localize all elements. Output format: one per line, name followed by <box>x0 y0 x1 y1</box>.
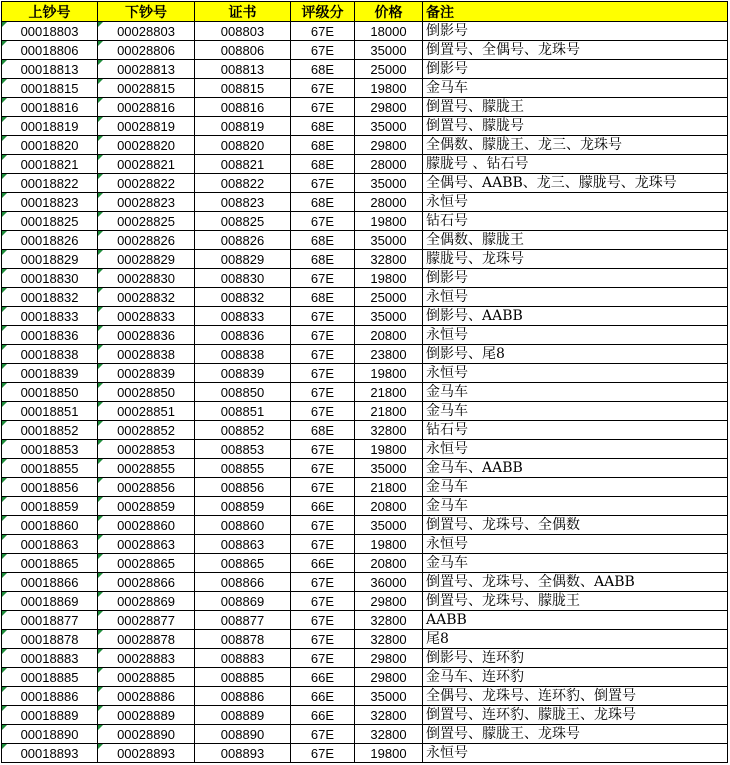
upper-serial-cell[interactable]: 00018856 <box>2 478 98 497</box>
lower-serial-cell[interactable]: 00028890 <box>98 725 195 744</box>
price-cell[interactable]: 19800 <box>355 364 423 383</box>
upper-serial-cell[interactable]: 00018816 <box>2 98 98 117</box>
grade-cell[interactable]: 66E <box>291 554 355 573</box>
certificate-cell[interactable]: 008852 <box>195 421 291 440</box>
remarks-cell[interactable]: AABB <box>423 611 728 630</box>
lower-serial-cell[interactable]: 00028850 <box>98 383 195 402</box>
price-cell[interactable]: 28000 <box>355 155 423 174</box>
price-cell[interactable]: 32800 <box>355 250 423 269</box>
remarks-cell[interactable]: 尾8 <box>423 630 728 649</box>
lower-serial-cell[interactable]: 00028893 <box>98 744 195 763</box>
price-cell[interactable]: 19800 <box>355 79 423 98</box>
lower-serial-cell[interactable]: 00028816 <box>98 98 195 117</box>
upper-serial-cell[interactable]: 00018869 <box>2 592 98 611</box>
grade-cell[interactable]: 67E <box>291 402 355 421</box>
grade-cell[interactable]: 68E <box>291 193 355 212</box>
certificate-cell[interactable]: 008878 <box>195 630 291 649</box>
grade-cell[interactable]: 67E <box>291 630 355 649</box>
grade-cell[interactable]: 66E <box>291 497 355 516</box>
price-cell[interactable]: 29800 <box>355 98 423 117</box>
price-cell[interactable]: 19800 <box>355 535 423 554</box>
remarks-cell[interactable]: 永恒号 <box>423 440 728 459</box>
grade-cell[interactable]: 67E <box>291 22 355 41</box>
price-cell[interactable]: 29800 <box>355 136 423 155</box>
upper-serial-cell[interactable]: 00018889 <box>2 706 98 725</box>
table-row <box>2 136 728 155</box>
certificate-cell[interactable]: 008890 <box>195 725 291 744</box>
table-row <box>2 649 728 668</box>
grade-cell[interactable]: 67E <box>291 611 355 630</box>
certificate-cell[interactable]: 008869 <box>195 592 291 611</box>
table-row <box>2 630 728 649</box>
header-grade-score[interactable]: 评级分 <box>291 2 355 22</box>
lower-serial-cell[interactable]: 00028869 <box>98 592 195 611</box>
lower-serial-cell[interactable]: 00028833 <box>98 307 195 326</box>
lower-serial-cell[interactable]: 00028838 <box>98 345 195 364</box>
header-price[interactable]: 价格 <box>355 2 423 22</box>
remarks-cell[interactable]: 倒影号 <box>423 269 728 288</box>
price-cell[interactable]: 35000 <box>355 117 423 136</box>
upper-serial-cell[interactable]: 00018822 <box>2 174 98 193</box>
certificate-cell[interactable]: 008829 <box>195 250 291 269</box>
lower-serial-cell[interactable]: 00028865 <box>98 554 195 573</box>
upper-serial-cell[interactable]: 00018865 <box>2 554 98 573</box>
grade-cell[interactable]: 68E <box>291 155 355 174</box>
table-row <box>2 41 728 60</box>
certificate-cell[interactable]: 008823 <box>195 193 291 212</box>
lower-serial-cell[interactable]: 00028830 <box>98 269 195 288</box>
remarks-cell[interactable]: 倒影号 <box>423 60 728 79</box>
certificate-cell[interactable]: 008816 <box>195 98 291 117</box>
certificate-cell[interactable]: 008833 <box>195 307 291 326</box>
certificate-cell[interactable]: 008803 <box>195 22 291 41</box>
price-cell[interactable]: 19800 <box>355 269 423 288</box>
lower-serial-cell[interactable]: 00028883 <box>98 649 195 668</box>
grade-cell[interactable]: 67E <box>291 212 355 231</box>
upper-serial-cell[interactable]: 00018829 <box>2 250 98 269</box>
certificate-cell[interactable]: 008839 <box>195 364 291 383</box>
grade-cell[interactable]: 67E <box>291 326 355 345</box>
certificate-cell[interactable]: 008806 <box>195 41 291 60</box>
grade-cell[interactable]: 67E <box>291 592 355 611</box>
lower-serial-cell[interactable]: 00028886 <box>98 687 195 706</box>
certificate-cell[interactable]: 008821 <box>195 155 291 174</box>
grade-cell[interactable]: 68E <box>291 136 355 155</box>
remarks-cell[interactable]: 朦胧号、龙珠号 <box>423 250 728 269</box>
grade-cell[interactable]: 67E <box>291 98 355 117</box>
upper-serial-cell[interactable]: 00018863 <box>2 535 98 554</box>
table-body <box>2 22 728 763</box>
upper-serial-cell[interactable]: 00018825 <box>2 212 98 231</box>
remarks-cell[interactable]: 金马车 <box>423 402 728 421</box>
lower-serial-cell[interactable]: 00028878 <box>98 630 195 649</box>
grade-cell[interactable]: 66E <box>291 687 355 706</box>
table-row <box>2 364 728 383</box>
grade-cell[interactable]: 67E <box>291 725 355 744</box>
certificate-cell[interactable]: 008855 <box>195 459 291 478</box>
table-row <box>2 22 728 41</box>
grade-cell[interactable]: 68E <box>291 421 355 440</box>
grade-cell[interactable]: 66E <box>291 706 355 725</box>
price-cell[interactable]: 35000 <box>355 174 423 193</box>
remarks-cell[interactable]: 金马车 <box>423 478 728 497</box>
table-row <box>2 744 728 763</box>
table-row <box>2 250 728 269</box>
lower-serial-cell[interactable]: 00028852 <box>98 421 195 440</box>
table-row <box>2 117 728 136</box>
grade-cell[interactable]: 67E <box>291 174 355 193</box>
upper-serial-cell[interactable]: 00018819 <box>2 117 98 136</box>
grade-cell[interactable]: 67E <box>291 364 355 383</box>
table-row <box>2 592 728 611</box>
table-row <box>2 459 728 478</box>
table-row <box>2 554 728 573</box>
certificate-cell[interactable]: 008886 <box>195 687 291 706</box>
lower-serial-cell[interactable]: 00028819 <box>98 117 195 136</box>
upper-serial-cell[interactable]: 00018890 <box>2 725 98 744</box>
lower-serial-cell[interactable]: 00028856 <box>98 478 195 497</box>
remarks-cell[interactable]: 金马车 <box>423 554 728 573</box>
remarks-cell[interactable]: 金马车、AABB <box>423 459 728 478</box>
grade-cell[interactable]: 67E <box>291 516 355 535</box>
remarks-cell[interactable]: 倒置号、朦胧王、龙珠号 <box>423 725 728 744</box>
lower-serial-cell[interactable]: 00028813 <box>98 60 195 79</box>
upper-serial-cell[interactable]: 00018838 <box>2 345 98 364</box>
remarks-cell[interactable]: 倒影号、尾8 <box>423 345 728 364</box>
lower-serial-cell[interactable]: 00028863 <box>98 535 195 554</box>
certificate-cell[interactable]: 008825 <box>195 212 291 231</box>
table-row <box>2 611 728 630</box>
grade-cell[interactable]: 67E <box>291 573 355 592</box>
remarks-cell[interactable]: 全偶数、朦胧王、龙三、龙珠号 <box>423 136 728 155</box>
remarks-cell[interactable]: 全偶号、AABB、龙三、朦胧号、龙珠号 <box>423 174 728 193</box>
upper-serial-cell[interactable]: 00018851 <box>2 402 98 421</box>
upper-serial-cell[interactable]: 00018839 <box>2 364 98 383</box>
price-cell[interactable]: 32800 <box>355 611 423 630</box>
price-cell[interactable]: 35000 <box>355 307 423 326</box>
lower-serial-cell[interactable]: 00028821 <box>98 155 195 174</box>
spreadsheet-table <box>1 1 728 763</box>
certificate-cell[interactable]: 008822 <box>195 174 291 193</box>
remarks-cell[interactable]: 倒置号、龙珠号、全偶数、AABB <box>423 573 728 592</box>
upper-serial-cell[interactable]: 00018859 <box>2 497 98 516</box>
table-row <box>2 288 728 307</box>
price-cell[interactable]: 32800 <box>355 630 423 649</box>
lower-serial-cell[interactable]: 00028860 <box>98 516 195 535</box>
lower-serial-cell[interactable]: 00028832 <box>98 288 195 307</box>
price-cell[interactable]: 25000 <box>355 288 423 307</box>
price-cell[interactable]: 20800 <box>355 497 423 516</box>
remarks-cell[interactable]: 倒置号、龙珠号、朦胧王 <box>423 592 728 611</box>
upper-serial-cell[interactable]: 00018885 <box>2 668 98 687</box>
price-cell[interactable]: 20800 <box>355 326 423 345</box>
price-cell[interactable]: 36000 <box>355 573 423 592</box>
table-row <box>2 440 728 459</box>
lower-serial-cell[interactable]: 00028825 <box>98 212 195 231</box>
lower-serial-cell[interactable]: 00028866 <box>98 573 195 592</box>
remarks-cell[interactable]: 倒置号、朦胧王 <box>423 98 728 117</box>
certificate-cell[interactable]: 008813 <box>195 60 291 79</box>
lower-serial-cell[interactable]: 00028803 <box>98 22 195 41</box>
lower-serial-cell[interactable]: 00028829 <box>98 250 195 269</box>
price-cell[interactable]: 28000 <box>355 193 423 212</box>
certificate-cell[interactable]: 008851 <box>195 402 291 421</box>
certificate-cell[interactable]: 008866 <box>195 573 291 592</box>
header-row <box>2 2 728 22</box>
price-cell[interactable]: 35000 <box>355 459 423 478</box>
table-row <box>2 402 728 421</box>
price-cell[interactable]: 20800 <box>355 554 423 573</box>
header-certificate[interactable]: 证书 <box>195 2 291 22</box>
lower-serial-cell[interactable]: 00028877 <box>98 611 195 630</box>
upper-serial-cell[interactable]: 00018813 <box>2 60 98 79</box>
price-cell[interactable]: 35000 <box>355 687 423 706</box>
remarks-cell[interactable]: 钻石号 <box>423 421 728 440</box>
table-row <box>2 79 728 98</box>
price-cell[interactable]: 19800 <box>355 212 423 231</box>
upper-serial-cell[interactable]: 00018820 <box>2 136 98 155</box>
lower-serial-cell[interactable]: 00028822 <box>98 174 195 193</box>
upper-serial-cell[interactable]: 00018832 <box>2 288 98 307</box>
table-row <box>2 307 728 326</box>
grade-cell[interactable]: 68E <box>291 60 355 79</box>
lower-serial-cell[interactable]: 00028806 <box>98 41 195 60</box>
upper-serial-cell[interactable]: 00018803 <box>2 22 98 41</box>
lower-serial-cell[interactable]: 00028823 <box>98 193 195 212</box>
remarks-cell[interactable]: 永恒号 <box>423 535 728 554</box>
lower-serial-cell[interactable]: 00028820 <box>98 136 195 155</box>
grade-cell[interactable]: 68E <box>291 231 355 250</box>
certificate-cell[interactable]: 008859 <box>195 497 291 516</box>
grade-cell[interactable]: 66E <box>291 668 355 687</box>
certificate-cell[interactable]: 008853 <box>195 440 291 459</box>
remarks-cell[interactable]: 倒置号、连环豹、朦胧王、龙珠号 <box>423 706 728 725</box>
upper-serial-cell[interactable]: 00018830 <box>2 269 98 288</box>
upper-serial-cell[interactable]: 00018878 <box>2 630 98 649</box>
table-row <box>2 60 728 79</box>
table-row <box>2 668 728 687</box>
lower-serial-cell[interactable]: 00028859 <box>98 497 195 516</box>
upper-serial-cell[interactable]: 00018883 <box>2 649 98 668</box>
grade-cell[interactable]: 67E <box>291 744 355 763</box>
price-cell[interactable]: 32800 <box>355 421 423 440</box>
price-cell[interactable]: 35000 <box>355 516 423 535</box>
remarks-cell[interactable]: 全偶数、朦胧王 <box>423 231 728 250</box>
certificate-cell[interactable]: 008877 <box>195 611 291 630</box>
remarks-cell[interactable]: 金马车 <box>423 383 728 402</box>
header-upper-serial[interactable]: 上钞号 <box>2 2 98 22</box>
table-row <box>2 516 728 535</box>
table-row <box>2 421 728 440</box>
grade-cell[interactable]: 67E <box>291 79 355 98</box>
certificate-cell[interactable]: 008815 <box>195 79 291 98</box>
table-row <box>2 231 728 250</box>
table-row <box>2 174 728 193</box>
upper-serial-cell[interactable]: 00018853 <box>2 440 98 459</box>
table-row <box>2 687 728 706</box>
grade-cell[interactable]: 68E <box>291 250 355 269</box>
table-row <box>2 497 728 516</box>
certificate-cell[interactable]: 008883 <box>195 649 291 668</box>
upper-serial-cell[interactable]: 00018860 <box>2 516 98 535</box>
upper-serial-cell[interactable]: 00018886 <box>2 687 98 706</box>
price-cell[interactable]: 32800 <box>355 706 423 725</box>
table-row <box>2 706 728 725</box>
certificate-cell[interactable]: 008838 <box>195 345 291 364</box>
table-row <box>2 269 728 288</box>
table-row <box>2 345 728 364</box>
certificate-cell[interactable]: 008885 <box>195 668 291 687</box>
grade-cell[interactable]: 67E <box>291 41 355 60</box>
upper-serial-cell[interactable]: 00018833 <box>2 307 98 326</box>
price-cell[interactable]: 18000 <box>355 22 423 41</box>
table-row <box>2 478 728 497</box>
lower-serial-cell[interactable]: 00028839 <box>98 364 195 383</box>
grade-cell[interactable]: 67E <box>291 307 355 326</box>
lower-serial-cell[interactable]: 00028853 <box>98 440 195 459</box>
remarks-cell[interactable]: 永恒号 <box>423 326 728 345</box>
price-cell[interactable]: 35000 <box>355 41 423 60</box>
price-cell[interactable]: 19800 <box>355 744 423 763</box>
price-cell[interactable]: 19800 <box>355 440 423 459</box>
table-row <box>2 193 728 212</box>
price-cell[interactable]: 23800 <box>355 345 423 364</box>
certificate-cell[interactable]: 008826 <box>195 231 291 250</box>
table-row <box>2 326 728 345</box>
table-row <box>2 573 728 592</box>
remarks-cell[interactable]: 永恒号 <box>423 288 728 307</box>
remarks-cell[interactable]: 金马车 <box>423 497 728 516</box>
header-lower-serial[interactable]: 下钞号 <box>98 2 195 22</box>
remarks-cell[interactable]: 全偶号、龙珠号、连环豹、倒置号 <box>423 687 728 706</box>
upper-serial-cell[interactable]: 00018826 <box>2 231 98 250</box>
upper-serial-cell[interactable]: 00018823 <box>2 193 98 212</box>
grade-cell[interactable]: 67E <box>291 535 355 554</box>
lower-serial-cell[interactable]: 00028836 <box>98 326 195 345</box>
remarks-cell[interactable]: 倒影号、AABB <box>423 307 728 326</box>
upper-serial-cell[interactable]: 00018836 <box>2 326 98 345</box>
grade-cell[interactable]: 67E <box>291 269 355 288</box>
upper-serial-cell[interactable]: 00018815 <box>2 79 98 98</box>
grade-cell[interactable]: 67E <box>291 478 355 497</box>
lower-serial-cell[interactable]: 00028885 <box>98 668 195 687</box>
grade-cell[interactable]: 68E <box>291 117 355 136</box>
price-cell[interactable]: 21800 <box>355 402 423 421</box>
table-row <box>2 212 728 231</box>
upper-serial-cell[interactable]: 00018877 <box>2 611 98 630</box>
upper-serial-cell[interactable]: 00018852 <box>2 421 98 440</box>
remarks-cell[interactable]: 倒置号、朦胧号 <box>423 117 728 136</box>
remarks-cell[interactable]: 永恒号 <box>423 744 728 763</box>
upper-serial-cell[interactable]: 00018855 <box>2 459 98 478</box>
certificate-cell[interactable]: 008830 <box>195 269 291 288</box>
header-remarks[interactable]: 备注 <box>423 2 728 22</box>
table-row <box>2 535 728 554</box>
remarks-cell[interactable]: 永恒号 <box>423 193 728 212</box>
grade-cell[interactable]: 68E <box>291 288 355 307</box>
remarks-cell[interactable]: 朦胧号 、钻石号 <box>423 155 728 174</box>
certificate-cell[interactable]: 008820 <box>195 136 291 155</box>
remarks-cell[interactable]: 金马车 <box>423 79 728 98</box>
lower-serial-cell[interactable]: 00028855 <box>98 459 195 478</box>
upper-serial-cell[interactable]: 00018821 <box>2 155 98 174</box>
certificate-cell[interactable]: 008863 <box>195 535 291 554</box>
price-cell[interactable]: 21800 <box>355 478 423 497</box>
upper-serial-cell[interactable]: 00018806 <box>2 41 98 60</box>
price-cell[interactable]: 25000 <box>355 60 423 79</box>
remarks-cell[interactable]: 倒置号、龙珠号、全偶数 <box>423 516 728 535</box>
grade-cell[interactable]: 67E <box>291 383 355 402</box>
lower-serial-cell[interactable]: 00028851 <box>98 402 195 421</box>
lower-serial-cell[interactable]: 00028826 <box>98 231 195 250</box>
table-row <box>2 98 728 117</box>
upper-serial-cell[interactable]: 00018893 <box>2 744 98 763</box>
price-cell[interactable]: 35000 <box>355 231 423 250</box>
price-cell[interactable]: 32800 <box>355 725 423 744</box>
price-cell[interactable]: 29800 <box>355 649 423 668</box>
remarks-cell[interactable]: 钻石号 <box>423 212 728 231</box>
certificate-cell[interactable]: 008856 <box>195 478 291 497</box>
remarks-cell[interactable]: 倒影号、连环豹 <box>423 649 728 668</box>
certificate-cell[interactable]: 008889 <box>195 706 291 725</box>
table-row <box>2 383 728 402</box>
price-cell[interactable]: 29800 <box>355 668 423 687</box>
certificate-cell[interactable]: 008893 <box>195 744 291 763</box>
upper-serial-cell[interactable]: 00018866 <box>2 573 98 592</box>
certificate-cell[interactable]: 008832 <box>195 288 291 307</box>
price-cell[interactable]: 21800 <box>355 383 423 402</box>
certificate-cell[interactable]: 008819 <box>195 117 291 136</box>
table-row <box>2 155 728 174</box>
lower-serial-cell[interactable]: 00028889 <box>98 706 195 725</box>
grade-cell[interactable]: 67E <box>291 345 355 364</box>
remarks-cell[interactable]: 倒影号 <box>423 22 728 41</box>
grade-cell[interactable]: 67E <box>291 459 355 478</box>
price-cell[interactable]: 29800 <box>355 592 423 611</box>
remarks-cell[interactable]: 永恒号 <box>423 364 728 383</box>
grade-cell[interactable]: 67E <box>291 649 355 668</box>
table-row <box>2 725 728 744</box>
certificate-cell[interactable]: 008836 <box>195 326 291 345</box>
lower-serial-cell[interactable]: 00028815 <box>98 79 195 98</box>
remarks-cell[interactable]: 倒置号、全偶号、龙珠号 <box>423 41 728 60</box>
certificate-cell[interactable]: 008860 <box>195 516 291 535</box>
upper-serial-cell[interactable]: 00018850 <box>2 383 98 402</box>
certificate-cell[interactable]: 008865 <box>195 554 291 573</box>
certificate-cell[interactable]: 008850 <box>195 383 291 402</box>
remarks-cell[interactable]: 金马车、连环豹 <box>423 668 728 687</box>
grade-cell[interactable]: 67E <box>291 440 355 459</box>
